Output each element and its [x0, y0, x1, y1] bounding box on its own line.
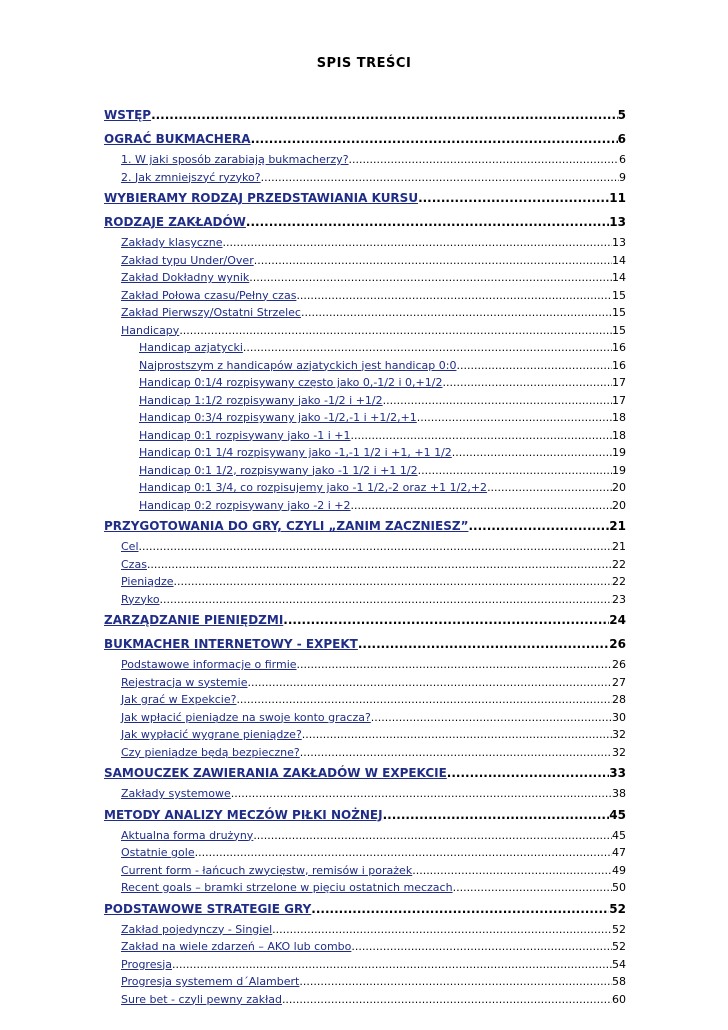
toc-entry-link[interactable]: Zakład na wiele zdarzeń – AKO lub combo — [121, 940, 352, 953]
toc-entry-link[interactable]: ZARZĄDZANIE PIENIĘDZMI — [104, 613, 284, 627]
toc-entry-link[interactable]: Sure bet - czyli pewny zakład — [121, 992, 282, 1006]
toc-entry-link[interactable]: Pieniądze — [121, 575, 174, 588]
toc-page-number: 47 — [612, 846, 626, 859]
toc-page-number: 20 — [612, 481, 626, 494]
toc-page-number: 9 — [619, 170, 626, 184]
toc-entry-link[interactable]: Handicap 0:2 rozpisywany jako -2 i +2 — [139, 498, 351, 512]
toc-entry[interactable] — [104, 374, 626, 392]
toc-entry-link[interactable]: Handicap azjatycki — [139, 341, 243, 354]
dot-leader — [297, 656, 612, 674]
toc-entry-link[interactable]: BUKMACHER INTERNETOWY - EXPEKT — [104, 637, 358, 651]
toc-entry[interactable] — [104, 103, 626, 127]
dot-leader — [246, 210, 609, 234]
toc-page-number: 6 — [619, 153, 626, 166]
toc-entry-link[interactable]: Ostatnie gole — [121, 846, 195, 859]
dot-leader — [412, 862, 612, 880]
dot-leader — [254, 252, 612, 270]
toc-entry[interactable] — [104, 322, 626, 340]
toc-entry[interactable] — [104, 879, 626, 897]
dot-leader — [371, 709, 612, 727]
toc-entry[interactable] — [104, 862, 626, 880]
toc-entry[interactable] — [104, 538, 626, 556]
toc-entry-link[interactable]: Jak grać w Expekcie? — [121, 693, 237, 706]
toc-page-number: 52 — [612, 940, 626, 953]
dot-leader — [147, 556, 612, 574]
toc-entry-link[interactable]: Zakład Dokładny wynik — [121, 271, 250, 284]
dot-leader — [453, 879, 612, 897]
toc-entry-link[interactable]: Zakłady systemowe — [121, 787, 231, 800]
dot-leader — [468, 514, 609, 538]
toc-entry-link[interactable]: RODZAJE ZAKŁADÓW — [104, 215, 246, 229]
toc-entry[interactable] — [104, 169, 626, 187]
table-of-contents — [104, 103, 626, 1008]
toc-entry-link[interactable]: WSTĘP — [104, 108, 152, 122]
toc-entry[interactable] — [104, 556, 626, 574]
toc-page-number: 16 — [612, 341, 626, 354]
toc-entry[interactable] — [104, 186, 626, 210]
toc-entry-link[interactable]: Progresja — [121, 957, 173, 971]
dot-leader — [452, 444, 612, 462]
toc-page-number: 28 — [612, 693, 626, 706]
toc-page-number: 19 — [612, 463, 626, 477]
toc-entry[interactable] — [104, 785, 626, 803]
toc-page-number: 19 — [612, 446, 626, 459]
dot-leader — [487, 479, 612, 497]
dot-leader — [236, 691, 612, 709]
toc-entry[interactable] — [104, 897, 626, 921]
toc-page-number: 6 — [617, 132, 626, 146]
toc-entry-link[interactable]: Ryzyko — [121, 592, 160, 606]
toc-page-number: 17 — [612, 376, 626, 389]
toc-entry[interactable] — [104, 632, 626, 656]
toc-page-number: 15 — [612, 288, 626, 302]
toc-entry[interactable] — [104, 357, 626, 375]
toc-page-number: 21 — [612, 540, 626, 553]
dot-leader — [251, 127, 618, 151]
toc-page-number: 21 — [609, 519, 626, 533]
dot-leader — [139, 538, 612, 556]
toc-entry[interactable] — [104, 827, 626, 845]
toc-entry-link[interactable]: Aktualna forma drużyny — [121, 828, 254, 842]
toc-entry-link[interactable]: Zakłady klasyczne — [121, 236, 223, 249]
toc-page-number: 20 — [612, 498, 626, 512]
dot-leader — [172, 956, 612, 974]
toc-entry[interactable] — [104, 938, 626, 956]
toc-entry[interactable] — [104, 674, 626, 692]
toc-entry-link[interactable]: Podstawowe informacje o firmie — [121, 658, 297, 671]
toc-entry[interactable] — [104, 744, 626, 762]
toc-page-number: 60 — [612, 992, 626, 1006]
toc-entry[interactable] — [104, 656, 626, 674]
toc-entry-link[interactable]: Rejestracja w systemie — [121, 675, 248, 689]
toc-entry-link[interactable]: Handicap 0:3/4 rozpisywany jako -1/2,-1 i +1/2,+1 — [139, 411, 417, 424]
toc-entry-link[interactable]: Handicap 0:1/4 rozpisywany często jako 0,-1/2 i 0,+1/2 — [139, 376, 443, 389]
toc-entry[interactable] — [104, 761, 626, 785]
toc-entry[interactable] — [104, 269, 626, 287]
toc-entry-link[interactable]: Zakład typu Under/Over — [121, 253, 254, 267]
toc-entry-link[interactable]: Zakład pojedynczy - Singiel — [121, 922, 273, 936]
toc-page-number: 14 — [612, 253, 626, 267]
toc-entry[interactable] — [104, 287, 626, 305]
toc-page-number: 49 — [612, 863, 626, 877]
toc-entry[interactable] — [104, 210, 626, 234]
toc-page-number: 32 — [612, 728, 626, 741]
dot-leader — [351, 938, 612, 956]
dot-leader — [447, 761, 610, 785]
toc-page-number: 13 — [612, 236, 626, 249]
dot-leader — [296, 287, 612, 305]
toc-entry[interactable] — [104, 252, 626, 270]
toc-entry[interactable] — [104, 444, 626, 462]
toc-entry-link[interactable]: Handicap 0:1 1/4 rozpisywany jako -1,-1 1/2 i +1, +1 1/2 — [139, 446, 452, 459]
toc-entry[interactable] — [104, 709, 626, 727]
toc-entry-link[interactable]: METODY ANALIZY MECZÓW PIŁKI NOŻNEJ — [104, 807, 383, 822]
dot-leader — [442, 374, 612, 392]
dot-leader — [231, 785, 612, 803]
toc-page-number: 52 — [612, 922, 626, 936]
dot-leader — [311, 897, 609, 921]
dot-leader — [417, 409, 612, 427]
toc-entry[interactable] — [104, 591, 626, 609]
toc-page-number: 15 — [612, 323, 626, 337]
toc-entry-link[interactable]: WYBIERAMY RODZAJ PRZEDSTAWIANIA KURSU — [104, 191, 419, 205]
toc-page-number: 26 — [609, 637, 626, 651]
toc-page-number: 15 — [612, 306, 626, 319]
toc-page-number: 14 — [612, 271, 626, 284]
toc-entry[interactable] — [104, 479, 626, 497]
toc-entry[interactable] — [104, 462, 626, 480]
toc-page-number: 18 — [612, 428, 626, 442]
dot-leader — [195, 844, 612, 862]
toc-page-number: 17 — [612, 393, 626, 407]
document-title: SPIS TREŚCI — [316, 56, 412, 71]
toc-entry[interactable] — [104, 691, 626, 709]
dot-leader — [222, 234, 612, 252]
dot-leader — [253, 827, 612, 845]
dot-leader — [282, 991, 612, 1009]
toc-entry[interactable] — [104, 392, 626, 410]
toc-page-number: 26 — [612, 658, 626, 671]
toc-entry[interactable] — [104, 573, 626, 591]
dot-leader — [261, 169, 619, 187]
toc-entry-link[interactable]: Jak wypłacić wygrane pieniądze? — [121, 728, 302, 741]
toc-entry-link[interactable]: Handicap 0:1 3/4, co rozpisujemy jako -1 1/2,-2 oraz +1 1/2,+2 — [139, 481, 488, 494]
toc-entry-link[interactable]: Czy pieniądze będą bezpieczne? — [121, 745, 300, 759]
toc-entry-link[interactable]: PRZYGOTOWANIA DO GRY, CZYLI „ZANIM ZACZNIESZ” — [104, 519, 469, 533]
dot-leader — [351, 427, 612, 445]
toc-page-number: 30 — [612, 710, 626, 724]
dot-leader — [174, 573, 612, 591]
dot-leader — [301, 304, 612, 322]
toc-entry-link[interactable]: Handicap 0:1 rozpisywany jako -1 i +1 — [139, 428, 351, 442]
toc-entry-link[interactable]: Current form - łańcuch zwycięstw, remisów i porażek — [121, 863, 413, 877]
toc-entry-link[interactable]: Najprostszym z handicapów azjatyckich jest handicap 0:0 — [139, 358, 457, 372]
dot-leader — [302, 726, 612, 744]
toc-page-number: 27 — [612, 675, 626, 689]
toc-entry[interactable] — [104, 497, 626, 515]
toc-entry-link[interactable]: Handicap 1:1/2 rozpisywany jako -1/2 i +1/2 — [139, 393, 383, 407]
toc-page-number: 45 — [609, 807, 626, 822]
toc-entry[interactable] — [104, 234, 626, 252]
toc-entry[interactable] — [104, 608, 626, 632]
toc-entry-link[interactable]: Handicapy — [121, 323, 180, 337]
toc-entry-link[interactable]: Cel — [121, 540, 139, 553]
toc-page-number: 22 — [612, 575, 626, 588]
toc-page-number: 5 — [617, 108, 626, 122]
toc-page-number: 50 — [612, 881, 626, 894]
dot-leader — [151, 103, 618, 127]
toc-entry-link[interactable]: 1. W jaki sposób zarabiają bukmacherzy? — [121, 153, 349, 166]
toc-page-number: 33 — [609, 766, 626, 780]
dot-leader — [418, 462, 612, 480]
dot-leader — [418, 186, 609, 210]
toc-page-number: 11 — [609, 191, 626, 205]
toc-entry-link[interactable]: PODSTAWOWE STRATEGIE GRY — [104, 901, 312, 916]
toc-page-number: 32 — [612, 745, 626, 759]
toc-page-number: 16 — [612, 358, 626, 372]
toc-entry[interactable] — [104, 973, 626, 991]
toc-page-number: 45 — [612, 828, 626, 842]
dot-leader — [456, 357, 612, 375]
toc-entry-link[interactable]: SAMOUCZEK ZAWIERANIA ZAKŁADÓW W EXPEKCIE — [104, 766, 447, 780]
toc-entry-link[interactable]: Czas — [121, 557, 147, 571]
dot-leader — [243, 339, 612, 357]
dot-leader — [300, 744, 612, 762]
toc-entry[interactable] — [104, 151, 626, 169]
toc-entry[interactable] — [104, 921, 626, 939]
toc-entry[interactable] — [104, 127, 626, 151]
dot-leader — [179, 322, 612, 340]
toc-entry[interactable] — [104, 726, 626, 744]
dot-leader — [358, 632, 609, 656]
toc-entry-link[interactable]: Jak wpłacić pieniądze na swoje konto gracza? — [121, 710, 371, 724]
dot-leader — [249, 269, 612, 287]
toc-page-number: 54 — [612, 957, 626, 971]
toc-entry[interactable] — [104, 339, 626, 357]
toc-entry[interactable] — [104, 409, 626, 427]
dot-leader — [247, 674, 612, 692]
toc-page-number: 38 — [612, 787, 626, 800]
toc-entry-link[interactable]: Handicap 0:1 1/2, rozpisywany jako -1 1/2 i +1 1/2 — [139, 463, 418, 477]
toc-entry-link[interactable]: Zakład Pierwszy/Ostatni Strzelec — [121, 306, 301, 319]
toc-page-number: 13 — [609, 215, 626, 229]
toc-entry-link[interactable]: Recent goals – bramki strzelone w pięciu ostatnich meczach — [121, 881, 453, 894]
dot-leader — [283, 608, 609, 632]
toc-entry-link[interactable]: Zakład Połowa czasu/Pełny czas — [121, 288, 297, 302]
toc-page-number: 24 — [609, 613, 626, 627]
toc-entry[interactable] — [104, 803, 626, 827]
toc-page-number: 18 — [612, 411, 626, 424]
toc-entry[interactable] — [104, 956, 626, 974]
dot-leader — [299, 973, 612, 991]
dot-leader — [349, 151, 619, 169]
dot-leader — [383, 392, 612, 410]
toc-entry[interactable] — [104, 844, 626, 862]
toc-entry-link[interactable]: OGRAĆ BUKMACHERA — [104, 132, 251, 146]
toc-page-number: 22 — [612, 557, 626, 571]
toc-entry-link[interactable]: Progresja systemem d´Alambert — [121, 975, 300, 988]
toc-entry[interactable] — [104, 304, 626, 322]
toc-page-number: 58 — [612, 975, 626, 988]
dot-leader — [383, 803, 610, 827]
toc-entry[interactable] — [104, 514, 626, 538]
toc-entry[interactable] — [104, 427, 626, 445]
toc-entry[interactable] — [104, 991, 626, 1009]
dot-leader — [272, 921, 612, 939]
dot-leader — [160, 591, 612, 609]
toc-page-number: 23 — [612, 592, 626, 606]
toc-page-number: 52 — [609, 901, 626, 916]
dot-leader — [351, 497, 612, 515]
toc-entry-link[interactable]: 2. Jak zmniejszyć ryzyko? — [121, 170, 261, 184]
